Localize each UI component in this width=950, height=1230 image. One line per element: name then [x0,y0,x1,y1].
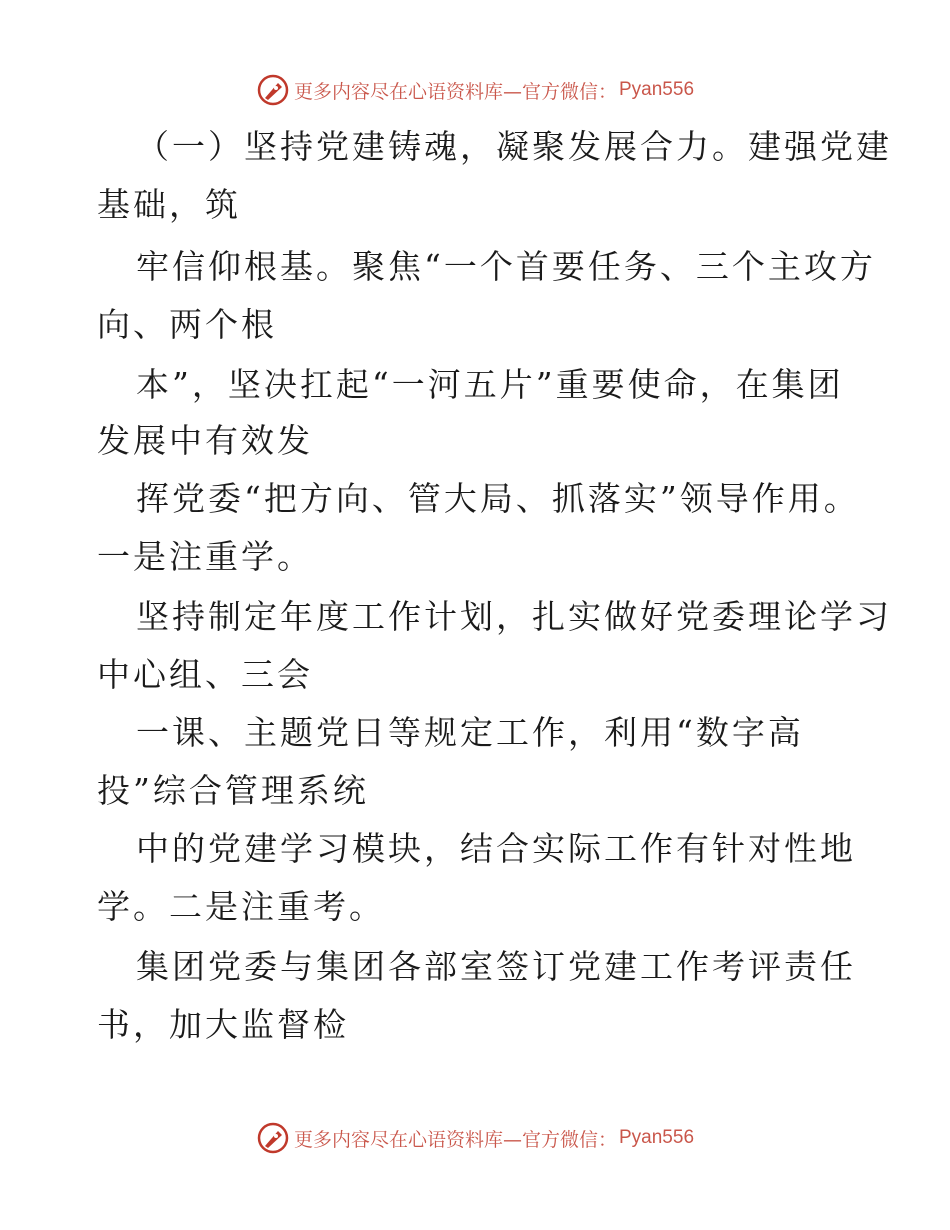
text-line: （一）坚持党建铸魂，凝聚发展合力。建强党建 [136,127,892,166]
text-line: 基础，筑 [97,185,241,224]
text-line: 学。二是注重考。 [97,887,385,926]
watermark-text: 更多内容尽在心语资料库—官方微信： [293,80,617,103]
text-line: 书，加大监督检 [97,1005,349,1044]
text-line: 坚持制定年度工作计划，扎实做好党委理论学习 [136,597,892,636]
header-watermark [0,70,950,110]
watermark-wechat-id: Pyan556 [619,79,695,100]
text-line: 牢信仰根基。聚焦“一个首要任务、三个主攻方 [136,247,876,286]
pen-nib-circle-icon [256,1121,290,1155]
text-line: 一是注重学。 [97,537,313,576]
text-line: 挥党委“把方向、管大局、抓落实”领导作用。 [136,479,860,518]
text-line: 本”，坚决扛起“一河五片”重要使命，在集团 [136,365,844,404]
pen-nib-circle-icon [256,73,290,107]
text-line: 一课、主题党日等规定工作，利用“数字高 [136,713,804,752]
footer-watermark [0,1118,950,1158]
text-line: 中的党建学习模块，结合实际工作有针对性地 [136,829,856,868]
text-line: 发展中有效发 [97,421,313,460]
watermark-text: 更多内容尽在心语资料库—官方微信： [293,1128,617,1151]
watermark-wechat-id: Pyan556 [619,1127,695,1148]
text-line: 中心组、三会 [97,655,313,694]
text-line: 向、两个根 [97,305,277,344]
text-line: 投”综合管理系统 [97,771,369,810]
text-line: 集团党委与集团各部室签订党建工作考评责任 [136,947,856,986]
